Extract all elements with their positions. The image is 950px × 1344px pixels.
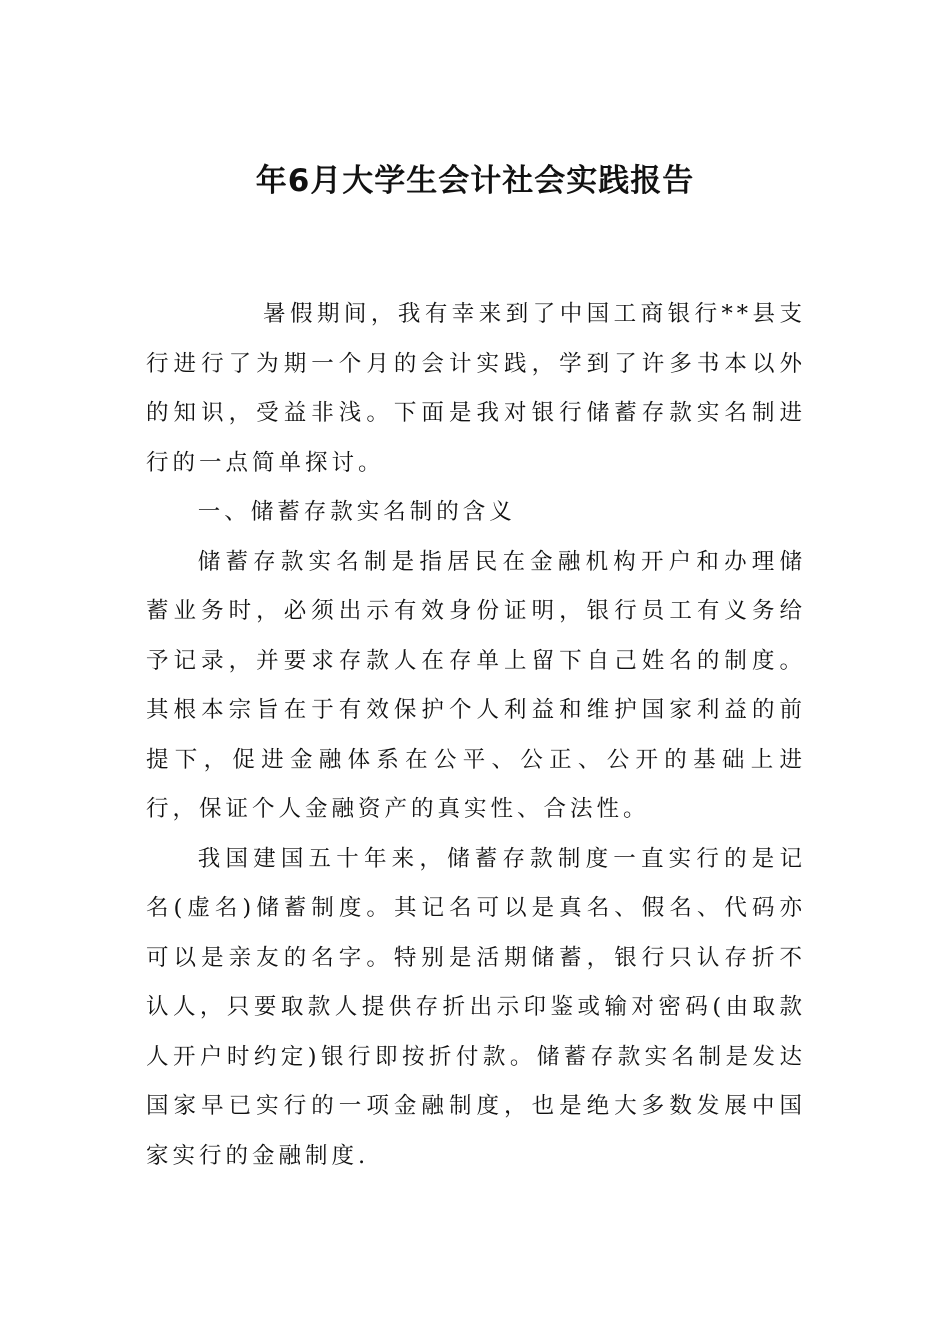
section-heading: 一、储蓄存款实名制的含义 <box>197 499 516 525</box>
document-body <box>146 290 806 1181</box>
intro-paragraph: 暑假期间，我有幸来到了中国工商银行**县支行进行了为期一个月的会计实践，学到了许多书本以外的知识，受益非浅。下面是我对银行储蓄存款实名制进行的一点简单探讨。 <box>146 301 806 476</box>
definition-paragraph: 储蓄存款实名制是指居民在金融机构开户和办理储蓄业务时，必须出示有效身份证明，银行员工有义务给予记录，并要求存款人在存单上留下自己姓名的制度。其根本宗旨在于有效保护个人利益和维护国家利益的前提下，促进金融体系在公平、公正、公开的基础上进行，保证个人金融资产的真实性、合法性。 <box>146 548 806 822</box>
page-title: 年6月大学生会计社会实践报告 <box>255 163 695 199</box>
history-paragraph: 我国建国五十年来，储蓄存款制度一直实行的是记名(虚名)储蓄制度。其记名可以是真名、假名、代码亦可以是亲友的名字。特别是活期储蓄，银行只认存折不认人，只要取款人提供存折出示印鉴或输对密码(由取款人开户时约定)银行即按折付款。储蓄存款实名制是发达国家早已实行的一项金融制度，也是绝大多数发展中国家实行的金融制度. <box>146 845 806 1169</box>
